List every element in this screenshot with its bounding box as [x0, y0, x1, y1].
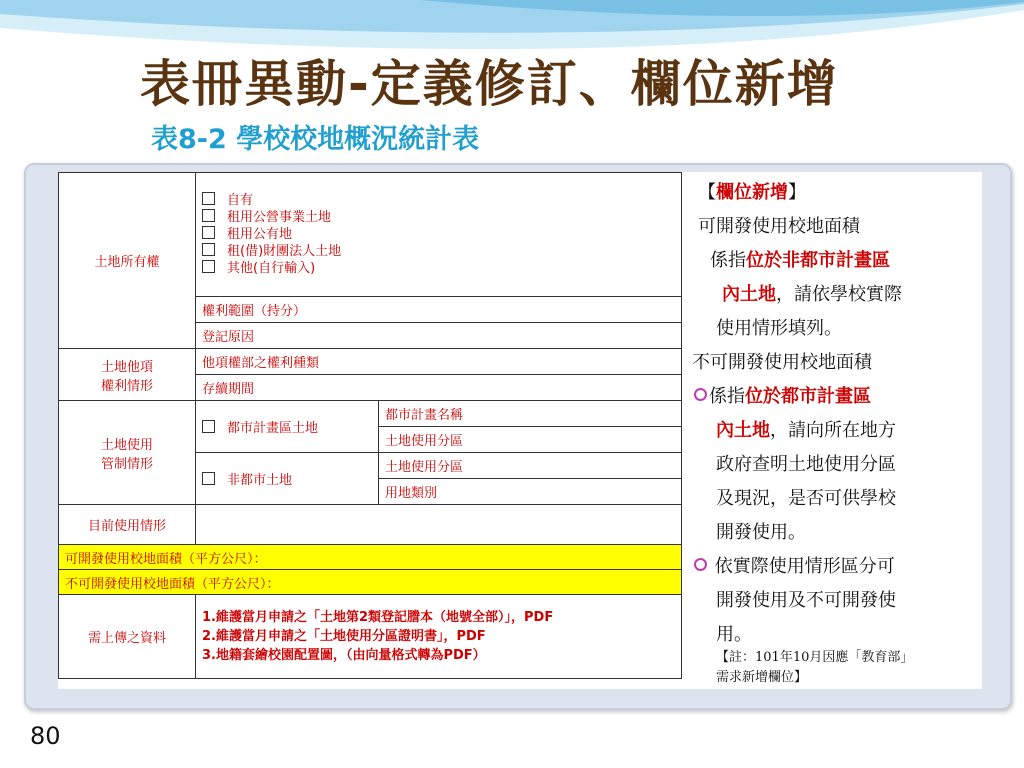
registration-reason-cell: 登記原因 — [196, 323, 682, 349]
land-ownership-label: 土地所有權 — [59, 173, 196, 349]
urban-plan-name-cell: 都市計畫名稱 — [379, 401, 682, 427]
checkbox-icon[interactable] — [202, 243, 215, 256]
nonurban-zone-cell: 土地使用分區 — [379, 453, 682, 479]
other-rights-label: 土地他項 權利情形 — [59, 349, 196, 401]
current-use-label: 目前使用情形 — [59, 505, 196, 545]
developable-title: 可開發使用校地面積 — [698, 216, 860, 237]
undevelopable-desc-line: 及現況，是否可供學校 — [716, 488, 896, 509]
undevelopable-area-row[interactable]: 不可開發使用校地面積（平方公尺）： — [59, 570, 682, 595]
ownership-option[interactable]: 租用公營事業土地 — [202, 209, 675, 226]
page-number: 80 — [30, 722, 61, 750]
other-rights-duration-cell: 存續期間 — [196, 375, 682, 401]
ownership-option[interactable]: 租(借)財團法人土地 — [202, 243, 675, 260]
developable-desc-line: 係指位於非都市計畫區 — [710, 250, 890, 271]
ownership-options — [196, 173, 682, 297]
checkbox-icon[interactable] — [202, 209, 215, 222]
upload-item: 2.維護當月申請之「土地使用分區證明書」，PDF — [202, 629, 486, 644]
classification-note-line: 開發使用及不可開發使 — [716, 590, 896, 611]
page-subtitle: 表8-2 學校校地概況統計表 — [151, 124, 480, 155]
ownership-option[interactable]: 其他(自行輸入) — [202, 260, 675, 277]
undevelopable-desc-line: 開發使用。 — [716, 522, 806, 543]
developable-desc-line: 使用情形填列。 — [716, 318, 842, 339]
urban-land-option[interactable]: 都市計畫區土地 — [196, 401, 379, 453]
checkbox-icon[interactable] — [202, 472, 215, 485]
checkbox-icon[interactable] — [202, 420, 215, 433]
land-category-cell: 用地類別 — [379, 479, 682, 505]
undevelopable-desc-line: 內土地，請向所在地方 — [716, 420, 896, 441]
checkbox-icon[interactable] — [202, 226, 215, 239]
other-rights-type-cell: 他項權部之權利種類 — [196, 349, 682, 375]
classification-note-line: 用。 — [716, 624, 752, 645]
classification-note-line: 依實際使用情形區分可 — [692, 550, 962, 584]
bullet-icon — [694, 388, 707, 401]
notes-panel — [692, 176, 962, 652]
page-title: 表冊異動-定義修訂、欄位新增 — [140, 55, 839, 113]
upload-label: 需上傳之資料 — [59, 595, 196, 679]
urban-zone-cell: 土地使用分區 — [379, 427, 682, 453]
upload-item: 3.地籍套繪校園配置圖，（由向量格式轉為PDF） — [202, 648, 486, 663]
ownership-option[interactable]: 自有 — [202, 192, 675, 209]
developable-desc-line: 內土地，請依學校實際 — [722, 284, 902, 305]
undevelopable-desc-line: 政府查明土地使用分區 — [716, 454, 896, 475]
notes-heading: 【欄位新增】 — [698, 182, 806, 203]
upload-items — [196, 595, 682, 679]
footnote: 【註：101年10月因應「教育部」 需求新增欄位】 — [716, 650, 914, 685]
checkbox-icon[interactable] — [202, 260, 215, 273]
school-land-form-table — [58, 172, 682, 679]
nonurban-land-option[interactable]: 非都市土地 — [196, 453, 379, 505]
checkbox-icon[interactable] — [202, 192, 215, 205]
developable-area-row[interactable]: 可開發使用校地面積（平方公尺）： — [59, 545, 682, 570]
undevelopable-desc-line: 係指位於都市計畫區 — [692, 380, 962, 414]
ownership-option[interactable]: 租用公有地 — [202, 226, 675, 243]
current-use-value[interactable] — [196, 505, 682, 545]
undevelopable-title: 不可開發使用校地面積 — [692, 352, 872, 373]
bullet-icon — [694, 558, 707, 571]
upload-item: 1.維護當月申請之「土地第2類登記謄本（地號全部）」，PDF — [202, 610, 554, 625]
rights-scope-cell: 權利範圍（持分） — [196, 297, 682, 323]
land-use-label: 土地使用 管制情形 — [59, 401, 196, 505]
